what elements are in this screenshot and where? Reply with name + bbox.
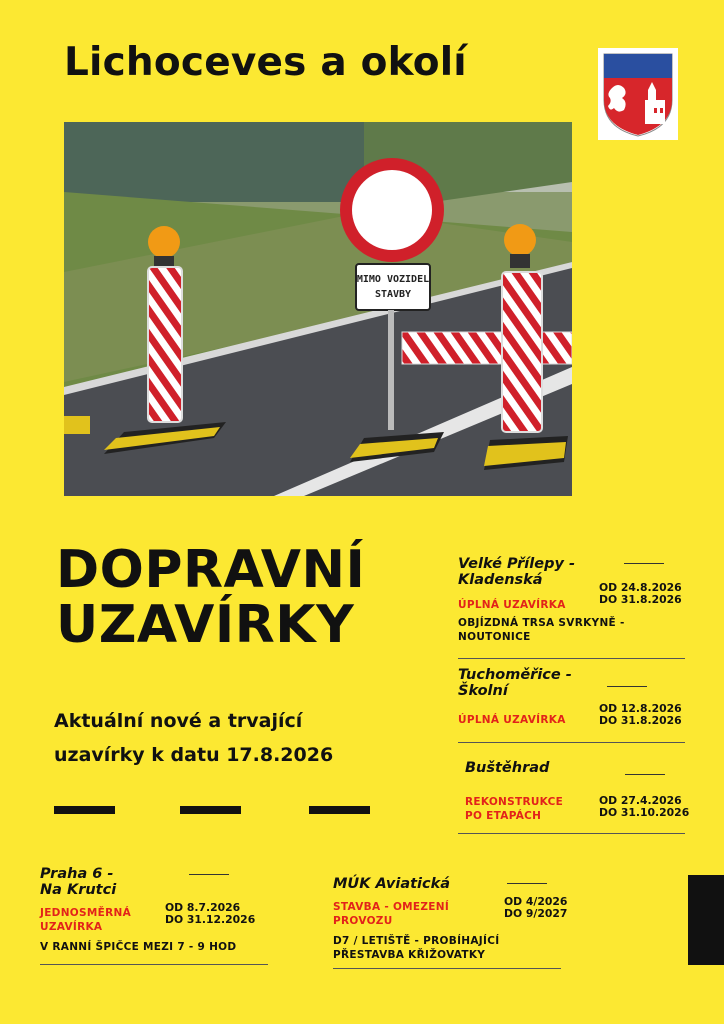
divider: [458, 742, 685, 743]
closure-type: ÚPLNÁ UZAVÍRKA: [458, 714, 566, 726]
sign-text-line1: MIMO VOZIDEL: [356, 274, 430, 285]
closure-name: Praha 6 - Na Krutci: [40, 866, 117, 898]
subtitle-line2: uzavírky k datu 17.8.2026: [54, 744, 334, 766]
decorative-dash: [309, 806, 370, 814]
divider: [40, 964, 268, 965]
municipal-crest-icon: [598, 48, 678, 140]
subtitle: [54, 704, 333, 772]
closure-detail: V RANNÍ ŠPIČCE MEZI 7 - 9 HOD: [40, 941, 237, 953]
closure-detail: D7 / LETIŠTĚ - PROBÍHAJÍCÍ PŘESTAVBA KŘIŽOVATKY: [333, 935, 500, 961]
title-tick: [624, 563, 664, 564]
decorative-dash: [54, 806, 115, 814]
divider: [333, 968, 561, 969]
page-title: Lichoceves a okolí: [64, 40, 467, 85]
sign-text-line2: STAVBY: [374, 289, 412, 300]
closure-dates: OD 4/2026 DO 9/2027: [504, 895, 568, 920]
subtitle-line1: Aktuální nové a trvající: [54, 710, 303, 732]
closure-dates: OD 24.8.2026 DO 31.8.2026: [599, 581, 682, 606]
title-tick: [189, 874, 229, 875]
closure-dates: OD 12.8.2026 DO 31.8.2026: [599, 702, 682, 727]
headline: [56, 540, 366, 655]
closure-type: STAVBA - OMEZENÍ PROVOZU: [333, 901, 450, 927]
closure-detail: OBJÍZDNÁ TRSA SVRKYNĚ - NOUTONICE: [458, 617, 625, 643]
title-tick: [625, 774, 665, 775]
title-tick: [507, 883, 547, 884]
closure-name: Tuchoměřice - Školní: [458, 667, 572, 699]
divider: [458, 833, 685, 834]
closure-type: REKONSTRUKCE PO ETAPÁCH: [465, 796, 564, 822]
closure-type: ÚPLNÁ UZAVÍRKA: [458, 599, 566, 611]
closure-dates: OD 8.7.2026 DO 31.12.2026: [165, 901, 256, 926]
headline-line2: UZAVÍRKY: [56, 595, 355, 655]
road-closure-photo: [64, 122, 572, 496]
closure-dates: OD 27.4.2026 DO 31.10.2026: [599, 794, 690, 819]
closure-name: Buštěhrad: [465, 760, 550, 776]
closure-name: MÚK Aviatická: [333, 876, 451, 892]
decorative-black-bar: [688, 875, 724, 965]
closure-name: Velké Přílepy - Kladenská: [458, 556, 575, 588]
title-tick: [607, 686, 647, 687]
divider: [458, 658, 685, 659]
headline-line1: DOPRAVNÍ: [56, 540, 366, 600]
decorative-dash: [180, 806, 241, 814]
closure-type: JEDNOSMĚRNÁ UZAVÍRKA: [40, 907, 131, 933]
